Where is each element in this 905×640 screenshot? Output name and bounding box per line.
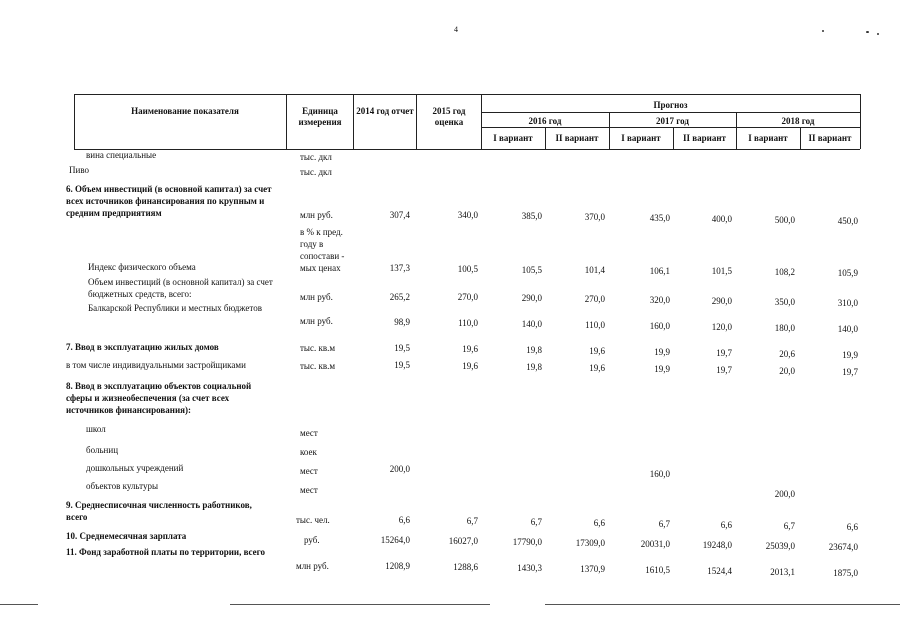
row-value: 98,9 (394, 317, 410, 327)
row-value: 500,0 (774, 215, 795, 225)
row-value: 6,6 (593, 518, 605, 528)
row-label: 10. Среднемесячная зарплата (66, 531, 187, 541)
page-number: 4 (454, 25, 458, 34)
row-value: 19,7 (716, 365, 732, 375)
row-label: школ (86, 424, 106, 434)
row-value: 6,7 (783, 521, 795, 531)
header-variant-2: II вариант (555, 133, 599, 143)
row-value: 19,8 (526, 362, 542, 372)
row-unit: мест (300, 466, 318, 476)
row-label: Балкарской Республики и местных бюджетов (88, 303, 262, 313)
row-value: 19,7 (842, 367, 858, 377)
row-value: 101,5 (711, 266, 732, 276)
row-value: 385,0 (521, 211, 542, 221)
row-value: 105,9 (837, 268, 858, 278)
row-value: 180,0 (774, 323, 795, 333)
row-value: 106,1 (649, 266, 670, 276)
row-value: 101,4 (584, 265, 605, 275)
header-variant-1: I вариант (493, 133, 533, 143)
row-value: 450,0 (837, 216, 858, 226)
row-value: 19,9 (654, 347, 670, 357)
row-value: 108,2 (774, 267, 795, 277)
row-value: 140,0 (837, 324, 858, 334)
row-unit: тыс. кв.м (300, 343, 336, 353)
row-value: 320,0 (649, 295, 670, 305)
row-value: 270,0 (457, 292, 478, 302)
row-label: Индекс физического объема (88, 262, 196, 272)
row-value: 6,6 (846, 522, 858, 532)
row-value: 310,0 (837, 298, 858, 308)
row-value: 140,0 (521, 319, 542, 329)
row-value: 6,7 (658, 519, 670, 529)
row-value: 19,5 (394, 360, 410, 370)
header-variant-2: II вариант (683, 133, 726, 143)
row-value: 19248,0 (702, 540, 732, 550)
header-forecast: Прогноз (653, 100, 688, 110)
row-unit: тыс. чел. (296, 515, 330, 525)
scan-speck (877, 33, 879, 35)
row-value: 110,0 (458, 318, 478, 328)
row-value: 350,0 (774, 297, 795, 307)
row-value: 1524,4 (707, 566, 732, 576)
row-value: 6,6 (720, 520, 732, 530)
row-value: 23674,0 (828, 542, 858, 552)
row-value: 1370,9 (580, 564, 605, 574)
row-value: 17309,0 (575, 538, 605, 548)
row-value: 1610,5 (645, 565, 670, 575)
row-value: 100,5 (457, 264, 478, 274)
row-label: больниц (86, 445, 119, 455)
row-unit: мест (300, 485, 318, 495)
row-label: 6. Объем инвестиций (в основной капитал) за счет всех источников финансирования по крупным и средним предприятиям (66, 184, 272, 218)
header-2018: 2018 год (781, 116, 815, 126)
row-value: 120,0 (711, 322, 732, 332)
row-label: 8. Ввод в эксплуатацию объектов социальной сферы и жизнеобеспечения (за счет всех источников финансирования): (66, 381, 252, 415)
row-value: 15264,0 (380, 535, 410, 545)
row-value: 19,5 (394, 343, 410, 353)
row-value: 400,0 (711, 214, 732, 224)
header-variant-1: I вариант (621, 133, 661, 143)
row-value: 370,0 (584, 212, 605, 222)
row-label: дошкольных учреждений (86, 463, 184, 473)
row-value: 20,0 (779, 366, 795, 376)
header-2014: 2014 год отчет (356, 106, 414, 116)
row-label: в том числе индивидуальными застройщиками (66, 360, 246, 370)
row-value: 6,6 (398, 515, 410, 525)
row-unit: млн руб. (296, 561, 329, 571)
row-label: Пиво (69, 165, 90, 175)
header-unit: Единица измерения (298, 106, 342, 127)
row-value: 200,0 (774, 489, 795, 499)
row-value: 20,6 (779, 349, 795, 359)
row-value: 160,0 (649, 469, 670, 479)
row-unit: млн руб. (300, 210, 333, 220)
row-unit: в % к пред. году в сопостави - мых ценах (300, 227, 345, 273)
row-value: 19,9 (654, 364, 670, 374)
row-value: 105,5 (521, 265, 542, 275)
row-label: 9. Среднесписочная численность работников, всего (66, 500, 252, 522)
row-value: 160,0 (649, 321, 670, 331)
header-2015: 2015 год оценка (432, 106, 466, 127)
row-unit: коек (300, 447, 317, 457)
row-value: 16027,0 (448, 536, 478, 546)
row-value: 290,0 (711, 296, 732, 306)
row-unit: тыс. дкл (300, 152, 332, 162)
row-value: 270,0 (584, 294, 605, 304)
row-value: 19,6 (462, 361, 478, 371)
row-unit: млн руб. (300, 292, 333, 302)
row-value: 19,9 (842, 350, 858, 360)
row-label: объектов культуры (86, 481, 159, 491)
header-name: Наименование показателя (131, 106, 239, 116)
row-unit: тыс. кв.м (300, 361, 336, 371)
row-value: 19,6 (589, 346, 605, 356)
header-2016: 2016 год (528, 116, 562, 126)
row-value: 200,0 (389, 464, 410, 474)
row-unit: тыс. дкл (300, 167, 332, 177)
row-label: 7. Ввод в эксплуатацию жилых домов (66, 342, 219, 352)
row-value: 307,4 (389, 210, 410, 220)
row-value: 19,8 (526, 345, 542, 355)
row-value: 6,7 (530, 517, 542, 527)
row-value: 1208,9 (385, 561, 410, 571)
header-variant-2: II вариант (808, 133, 852, 143)
row-value: 110,0 (585, 320, 605, 330)
header-variant-1: I вариант (748, 133, 788, 143)
row-label: 11. Фонд заработной платы по территории, всего (66, 547, 266, 557)
row-value: 19,6 (589, 363, 605, 373)
row-unit: млн руб. (300, 316, 333, 326)
row-value: 1430,3 (517, 563, 542, 573)
row-value: 265,2 (389, 292, 410, 302)
footer-rule (230, 604, 490, 605)
scan-speck (866, 31, 869, 33)
row-value: 20031,0 (640, 539, 670, 549)
footer-rule (545, 604, 900, 605)
row-value: 435,0 (649, 213, 670, 223)
row-value: 290,0 (521, 293, 542, 303)
row-value: 17790,0 (512, 537, 542, 547)
header-2017: 2017 год (656, 116, 689, 126)
row-unit: мест (300, 428, 318, 438)
row-label: Объем инвестиций (в основной капитал) за счет бюджетных средств, всего: (88, 277, 273, 299)
row-value: 19,6 (462, 344, 478, 354)
row-unit: руб. (304, 535, 320, 545)
row-value: 25039,0 (765, 541, 795, 551)
row-value: 19,7 (716, 348, 732, 358)
row-value: 137,3 (389, 263, 410, 273)
row-value: 340,0 (457, 210, 478, 220)
row-label: вина специальные (86, 150, 157, 160)
row-value: 2013,1 (770, 567, 795, 577)
row-value: 1875,0 (833, 568, 858, 578)
scan-speck (822, 30, 824, 32)
row-value: 6,7 (466, 516, 478, 526)
row-value: 1288,6 (453, 562, 478, 572)
footer-rule (0, 604, 38, 605)
